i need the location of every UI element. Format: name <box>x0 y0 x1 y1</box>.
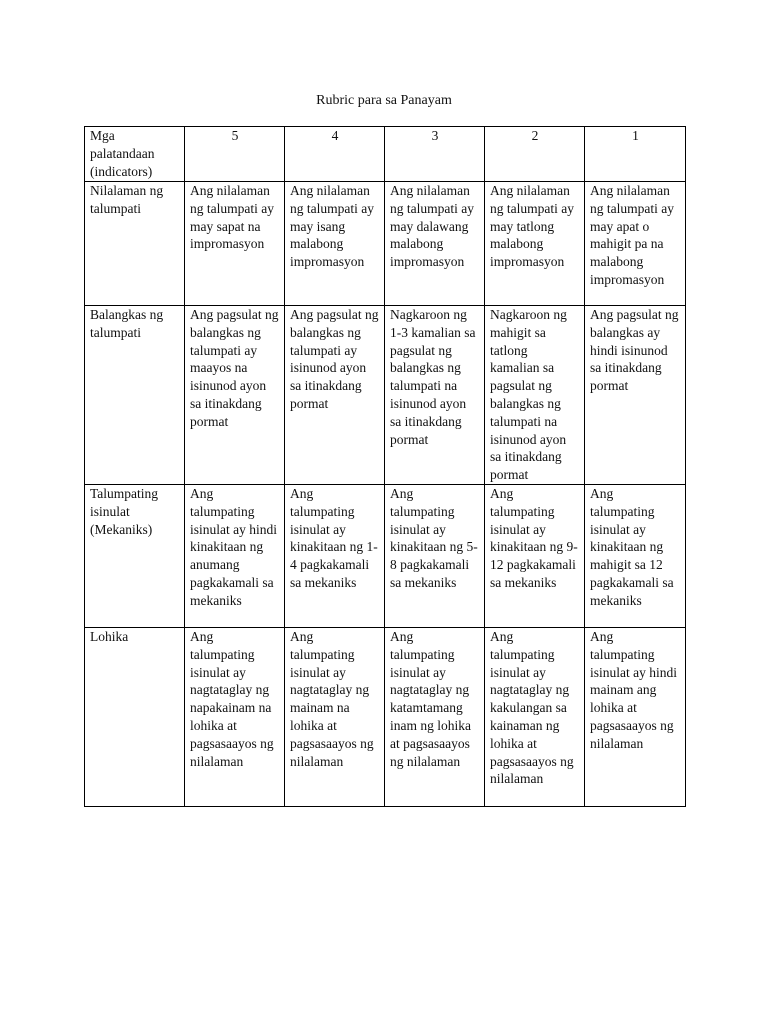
indicator-cell: Talumpating isinulat (Mekaniks) <box>85 485 185 628</box>
table-row <box>85 485 686 628</box>
table-cell: Ang talumpating isinulat ay kinakitaan ng 9-12 pagkakamali sa mekaniks <box>485 485 585 628</box>
header-score-1: 1 <box>585 127 686 182</box>
table-cell: Ang pagsulat ng balangkas ay hindi isinunod sa itinakdang pormat <box>585 306 686 485</box>
table-row <box>85 306 686 485</box>
table-cell: Ang nilalaman ng talumpati ay may apat o mahigit pa na malabong impromasyon <box>585 182 686 306</box>
header-score-3: 3 <box>385 127 485 182</box>
table-cell: Ang nilalaman ng talumpati ay may tatlong malabong impromasyon <box>485 182 585 306</box>
indicator-cell: Lohika <box>85 628 185 807</box>
table-cell: Ang pagsulat ng balangkas ng talumpati ay maayos na isinunod ayon sa itinakdang pormat <box>185 306 285 485</box>
table-cell: Ang talumpating isinulat ay nagtataglay ng napakainam na lohika at pagsasaayos ng nilalaman <box>185 628 285 807</box>
header-score-2: 2 <box>485 127 585 182</box>
table-header-row <box>85 127 686 182</box>
indicator-cell: Nilalaman ng talumpati <box>85 182 185 306</box>
table-cell: Ang talumpating isinulat ay nagtataglay ng kakulangan sa kainaman ng lohika at pagsasaayos ng nilalaman <box>485 628 585 807</box>
table-cell: Nagkaroon ng 1-3 kamalian sa pagsulat ng balangkas ng talumpati na isinunod ayon sa itinakdang pormat <box>385 306 485 485</box>
page-title: Rubric para sa Panayam <box>316 93 452 108</box>
table-cell: Ang talumpating isinulat ay hindi mainam ang lohika at pagsasaayos ng nilalaman <box>585 628 686 807</box>
table-cell: Ang nilalaman ng talumpati ay may isang malabong impromasyon <box>285 182 385 306</box>
table-cell: Ang talumpating isinulat ay kinakitaan ng mahigit sa 12 pagkakamali sa mekaniks <box>585 485 686 628</box>
header-score-4: 4 <box>285 127 385 182</box>
rubric-table <box>84 126 686 807</box>
table-row <box>85 182 686 306</box>
table-cell: Ang nilalaman ng talumpati ay may dalawang malabong impromasyon <box>385 182 485 306</box>
table-cell: Ang pagsulat ng balangkas ng talumpati ay isinunod ayon sa itinakdang pormat <box>285 306 385 485</box>
table-cell: Ang talumpating isinulat ay kinakitaan ng 1-4 pagkakamali sa mekaniks <box>285 485 385 628</box>
table-cell: Ang talumpating isinulat ay nagtataglay ng mainam na lohika at pagsasaayos ng nilalaman <box>285 628 385 807</box>
table-cell: Nagkaroon ng mahigit sa tatlong kamalian sa pagsulat ng balangkas ng talumpati na isinunod ayon sa itinakdang pormat <box>485 306 585 485</box>
table-cell: Ang talumpating isinulat ay kinakitaan ng 5-8 pagkakamali sa mekaniks <box>385 485 485 628</box>
table-cell: Ang talumpating isinulat ay hindi kinakitaan ng anumang pagkakamali sa mekaniks <box>185 485 285 628</box>
header-score-5: 5 <box>185 127 285 182</box>
header-indicator-cell: Mga palatandaan (indicators) <box>85 127 185 182</box>
table-cell: Ang talumpating isinulat ay nagtataglay ng katamtamang inam ng lohika at pagsasaayos ng nilalaman <box>385 628 485 807</box>
indicator-cell: Balangkas ng talumpati <box>85 306 185 485</box>
table-cell: Ang nilalaman ng talumpati ay may sapat na impromasyon <box>185 182 285 306</box>
table-row <box>85 628 686 807</box>
